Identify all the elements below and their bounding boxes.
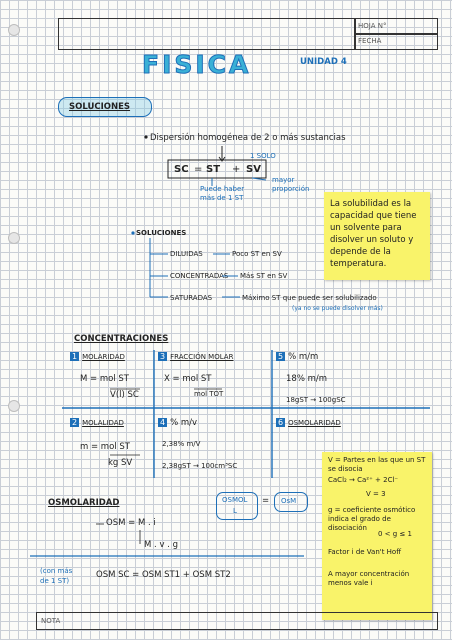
vant-line: Factor i de Van't Hoff	[328, 548, 402, 556]
osm-equation-2: M . v . g	[144, 540, 178, 550]
solutions-definition: Dispersión homogénea de 2 o más sustancias	[150, 133, 346, 143]
cell-number: 2	[72, 418, 78, 427]
date-label: FECHA	[358, 37, 382, 45]
cell-line1: 2,38% m/V	[162, 440, 201, 448]
cell-line2: V(l) SC	[110, 390, 139, 400]
osm-equation-3: OSM SC = OSM ST1 + OSM ST2	[96, 570, 231, 580]
formula-st: ST	[206, 164, 221, 175]
solubility-text: La solubilidad es la capacidad que tiene un solvente para disolver un soluto y depende de la temperatura.	[330, 199, 417, 269]
note-sv: mayor proporción	[272, 176, 310, 193]
osm-side-note: (con más de 1 ST)	[40, 567, 73, 585]
osm-label: OsM	[281, 497, 297, 505]
cell-line1: m = mol ST	[80, 442, 130, 452]
cell-line1: 18% m/m	[286, 374, 328, 384]
cell-number: 3	[160, 352, 166, 361]
vant-line: V = Partes en las que un ST se disocia	[328, 456, 426, 473]
type-saturated-desc: Máximo ST que puede ser solubilizado	[242, 294, 377, 302]
note-st: Puede haber más de 1 ST	[200, 185, 245, 202]
cell-line1: X = mol ST	[164, 374, 212, 384]
cell-title: OSMOLARIDAD	[288, 419, 341, 427]
solutions-heading: SOLUCIONES	[69, 102, 131, 112]
cell-title: % m/v	[170, 418, 198, 428]
notebook-page: HOJA N° FECHA FISICA UNIDAD 4 SOLUCIONES Dispersión homogénea de 2 o más sustancias SC = ST + SV 1 SOLO Puede haber más de 1 ST mayor proporción La solubilidad es la capacidad que tiene un solvente para disolver un soluto y depende de la temperatura. SOLUCIONES DILUIDAS Poco ST en SV CONCENTRADAS Más ST en SV SATURADAS Máximo ST que puede ser solubilizado (ya no se puede disolver más) CONCENTRACIONES 1 MOLARIDAD M = mol ST V(l) SC 3 FRACCIÓN MOLAR X = mol ST mol TOT 5 % m/m 18% m/m 18gST → 100gSC 2 MOLALIDAD m = mol ST kg SV 4 % m/v 2,38% m/V 2,38gST → 100cm³SC 6 OSMOLARIDAD OSMOLARIDAD OSMOL L = OsM OSM = M . i M . v . g (con más de 1 ST) OSM SC = OSM ST1 + OSM ST2 V = Partes en las que un ST se disocia CaCl₂ → Ca²⁺ + 2Cl⁻ V = 3 g = coeficiente osmótico indica el grado de disociación 0 < g ≤ 1 Factor i de Van't Hoff A mayor concentración menos vale i NOTA	[0, 0, 452, 640]
cell-title: FRACCIÓN MOLAR	[170, 353, 234, 361]
formula-sc: SC	[174, 164, 189, 175]
formula-solo-note: 1 SOLO	[250, 152, 276, 160]
footer-label: NOTA	[41, 617, 61, 625]
page-title: FISICA	[142, 50, 252, 79]
type-concentrated-desc: Más ST en SV	[240, 272, 288, 280]
concentrations-heading: CONCENTRACIONES	[74, 334, 169, 344]
cell-line2: kg SV	[108, 458, 133, 468]
vant-line: g = coeficiente osmótico indica el grado de disociación	[328, 506, 416, 532]
unit-label: UNIDAD 4	[300, 57, 347, 67]
osmol-label: OSMOL	[222, 496, 248, 504]
cell-number: 6	[278, 418, 284, 427]
type-diluted-desc: Poco ST en SV	[232, 250, 282, 258]
formula-sv: SV	[246, 164, 261, 175]
cell-line2: 18gST → 100gSC	[286, 396, 346, 404]
type-diluted: DILUIDAS	[170, 250, 203, 258]
cell-number: 4	[160, 418, 166, 427]
type-saturated: SATURADAS	[170, 294, 213, 302]
osmolarity-heading: OSMOLARIDAD	[48, 498, 120, 508]
vant-line: CaCl₂ → Ca²⁺ + 2Cl⁻	[328, 476, 399, 484]
cell-line2: mol TOT	[194, 390, 224, 398]
cell-number: 5	[278, 352, 284, 361]
cell-number: 1	[72, 352, 78, 361]
cell-line2: 2,38gST → 100cm³SC	[162, 462, 238, 470]
type-concentrated: CONCENTRADAS	[170, 272, 229, 280]
tree-root: SOLUCIONES	[136, 229, 187, 237]
cell-title: MOLARIDAD	[82, 353, 125, 361]
cell-line1: M = mol ST	[80, 374, 129, 384]
vant-line: A mayor concentración menos vale i	[328, 570, 410, 587]
vant-line: 0 < g ≤ 1	[378, 530, 412, 538]
osmol-sub: L	[233, 507, 237, 515]
osm-equation-1: OSM = M . i	[106, 518, 156, 528]
cell-title: % m/m	[288, 352, 319, 362]
type-note: (ya no se puede disolver más)	[292, 305, 383, 312]
sheet-number-label: HOJA N°	[358, 22, 387, 30]
vant-line: V = 3	[366, 490, 386, 498]
cell-title: MOLALIDAD	[82, 419, 124, 427]
